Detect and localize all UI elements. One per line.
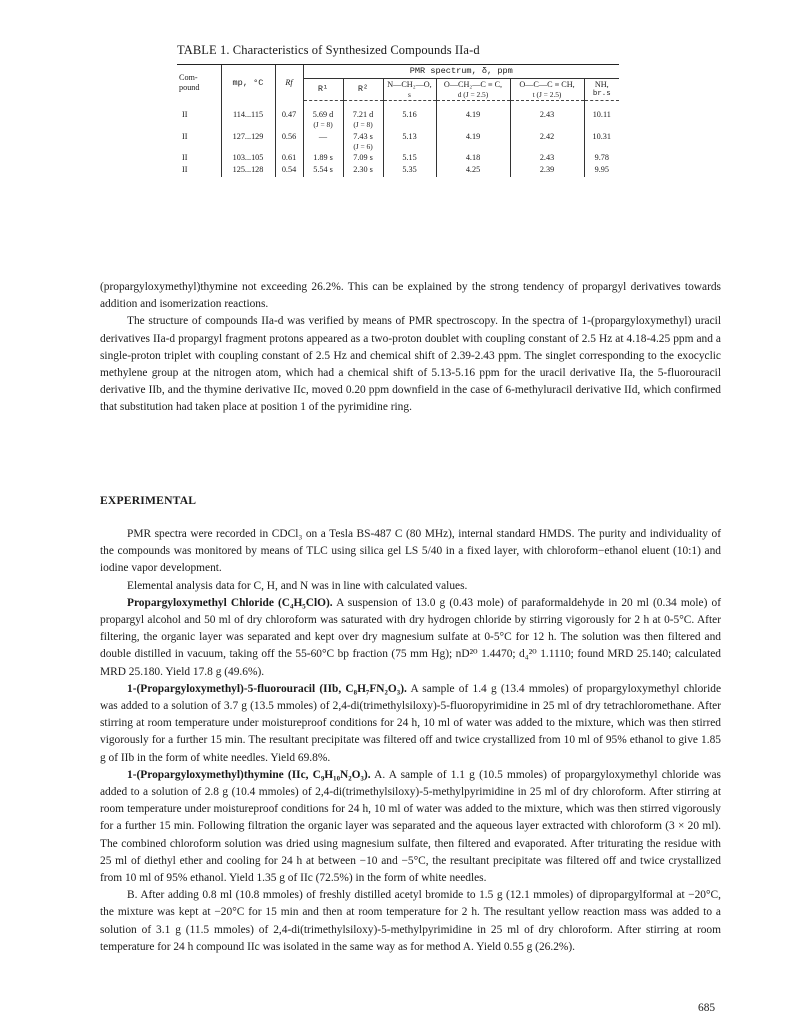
cell-nh: 9.78 xyxy=(584,152,619,164)
paragraph-body: A suspension of 13.0 g (0.43 mole) of paraformaldehyde in 20 ml (0.34 mole) of propargyl alcohol and 50 ml of dry chloroform was saturated with dry hydrogen chloride by stirring vigorously for 2 h at 0-5°C. After filtering, the organic layer was separated and kept over dry magnesium sulfate at 0-5°C for 12 h. The solution was then filtered and double distilled in vacuum, taking off the 55-60°C bp fraction (75 mm Hg); nD²⁰ 1.4470; d₄²⁰ 1.1110; found MRD 25.140; calculated MRD 25.180. Yield 17.8 g (49.6%). xyxy=(100,596,721,678)
cell-r2 xyxy=(343,164,383,176)
cell-occch: 2.42 xyxy=(510,131,584,153)
table-row xyxy=(177,152,619,164)
cell-r1 xyxy=(303,164,343,176)
cell-r2 xyxy=(343,109,383,131)
cell-r2-sub: (J = 6) xyxy=(353,141,373,151)
cell-r2-sub: (J = 8) xyxy=(353,120,373,130)
cell-rf: 0.54 xyxy=(275,164,303,176)
col-occch-label: O—C—C ≡ CH, xyxy=(519,79,575,89)
cell-compound: II xyxy=(182,153,188,163)
paragraph: (propargyloxymethyl)thymine not exceeding 26.2%. This can be explained by the strong tendency of propargyl derivatives towards addition and isomerization reactions. xyxy=(100,281,721,311)
paragraph-body: A. A sample of 1.1 g (10.5 mmoles) of propargyloxymethyl chloride was added to a solution of 2.8 g (10.4 mmoles) of 2,4-di(trimethylsiloxy)-5-methylpyrimidine in 25 ml of dry chloroform. After stirring at room temperature under moistureproof conditions for 24 h, 10 ml of water was added to the mixture, which was then stirred vigorously for a further 15 min. Following filtration the organic layer was separated and the aqueous layer extracted with chloroform (3 × 20 ml). The combined chloroform solution was dried using magnesium sulfate, then filtered and evaporated. After triturating the residue with 25 ml of diethyl ether and cooling for 24 h at between −10 and −5°C, the resultant precipitate was filtered off and twice crystallized from 10 ml of 95% ethanol. Yield 1.35 g of IIc (72.5%) in the form of white needles. xyxy=(100,768,721,885)
table-row xyxy=(177,164,619,176)
cell-r1 xyxy=(303,152,343,164)
cell-compound: II xyxy=(182,110,188,120)
cell-mp: 127...129 xyxy=(221,131,275,153)
col-r2: R² xyxy=(343,78,383,101)
cell-nh: 10.11 xyxy=(584,109,619,131)
compound-heading: 1-(Propargyloxymethyl)-5-fluorouracil (IIb, C₈H₇FN₂O₃). xyxy=(127,682,407,695)
experimental-text xyxy=(100,526,721,956)
page-number: 685 xyxy=(698,1002,716,1014)
paragraph: The structure of compounds IIa-d was verified by means of PMR spectroscopy. In the spectra of 1-(propargyloxymethyl) uracil derivatives IIa-d propargyl fragment protons appeared as a two-proton doublet with coupling constant of 2.5 Hz at 4.18-4.25 ppm and a single-proton triplet with coupling constant of 2.5 Hz and chemical shift of 2.39-2.43 ppm. The singlet corresponding to the exocyclic methylene group at the nitrogen atom, which had a chemical shift of 5.13-5.16 ppm for the uracil derivative IIa, the 5-fluorouracil derivative IIb, and the thymine derivative IIc, moved 0.20 ppm downfield in the case of 6-methyluracil derivative IId, which confirmed that substitution had taken place at position 1 of the pyrimidine ring. xyxy=(100,315,721,414)
cell-occch: 2.43 xyxy=(510,109,584,131)
section-heading: EXPERIMENTAL xyxy=(100,494,197,507)
cell-r2-value: 7.09 s xyxy=(353,153,373,163)
cell-och2c: 4.19 xyxy=(436,109,510,131)
col-och2c-label: O—CH₂—C ≡ C, xyxy=(443,79,503,89)
col-nch2o xyxy=(383,78,436,101)
col-nh-label: NH, xyxy=(594,79,609,89)
cell-r2-value: 7.43 s xyxy=(353,131,373,141)
col-nch2o-label: N—CH₂—O, xyxy=(387,79,432,89)
discussion-text xyxy=(100,279,721,417)
col-nh xyxy=(584,78,619,101)
compounds-table xyxy=(177,64,619,177)
cell-r1 xyxy=(303,109,343,131)
cell-r2-value: 7.21 d xyxy=(352,110,374,120)
cell-rf: 0.61 xyxy=(275,152,303,164)
col-och2c-sub: d (J = 2.5) xyxy=(457,89,489,99)
col-nch2o-sub: s xyxy=(408,89,411,99)
cell-och2c: 4.18 xyxy=(436,152,510,164)
cell-mp: 114...115 xyxy=(221,109,275,131)
cell-occch: 2.43 xyxy=(510,152,584,164)
cell-nch2o: 5.15 xyxy=(383,152,436,164)
cell-nch2o: 5.16 xyxy=(383,109,436,131)
compound-heading: Propargyloxymethyl Chloride (C₄H₅ClO). xyxy=(127,596,333,609)
paragraph xyxy=(100,681,721,767)
paragraph xyxy=(100,767,721,887)
col-group-pmr: PMR spectrum, δ, ppm xyxy=(303,65,619,79)
cell-r1-value: 1.89 s xyxy=(313,153,333,163)
cell-rf: 0.47 xyxy=(275,109,303,131)
col-nh-sub: br.s xyxy=(592,89,611,98)
cell-compound: II xyxy=(182,165,188,175)
table-row xyxy=(177,109,619,131)
col-r1: R¹ xyxy=(303,78,343,101)
cell-r1-value: 5.69 d xyxy=(312,110,334,120)
cell-nch2o: 5.35 xyxy=(383,164,436,176)
cell-r1-sub: (J = 8) xyxy=(313,120,333,130)
cell-r2-value: 2.30 s xyxy=(353,165,373,175)
cell-och2c: 4.19 xyxy=(436,131,510,153)
paragraph-body: A sample of 1.4 g (13.4 mmoles) of propargyloxymethyl chloride was added to a solution of 3.7 g (13.5 mmoles) of 2,4-di(trimethylsiloxy)-5-fluoropyrimidine in 25 ml of dry tetrachloromethane. After stirring at room temperature under moistureproof conditions for 24 h, 10 ml of water was added to the mixture, which was then stirred vigorously for a further 15 min. The resultant precipitate was filtered off and twice crystallized from 10 ml of 95% ethanol to give 1.85 g of IIb in the form of white needles. Yield 69.8%. xyxy=(100,682,722,764)
cell-nch2o: 5.13 xyxy=(383,131,436,153)
paragraph: B. After adding 0.8 ml (10.8 mmoles) of freshly distilled acetyl bromide to 1.5 g (12.1 mmoles) of dipropargylformal at −20°C, the mixture was kept at −20°C for 15 min and then at room temperature for 2 h. The resultant yellow reaction mass was added to a solution of 3.1 g (11.5 mmoles) of 2,4-di(trimethylsiloxy)-5-methylpyrimidine in 25 ml of dry chloroform. After stirring at room temperature for 24 h compound IIc was isolated in the same way as for method A. Yield 0.55 g (26.2%). xyxy=(100,889,721,953)
cell-r1-value: — xyxy=(318,131,328,141)
col-mp: mp, °C xyxy=(221,65,275,101)
col-och2c xyxy=(436,78,510,101)
table-row xyxy=(177,131,619,153)
col-occch xyxy=(510,78,584,101)
cell-compound: II xyxy=(182,131,188,141)
paragraph xyxy=(100,595,721,681)
cell-nh: 9.95 xyxy=(584,164,619,176)
col-rf: Rf xyxy=(275,65,303,101)
table-title: TABLE 1. Characteristics of Synthesized Compounds IIa-d xyxy=(177,43,480,57)
cell-mp: 125...128 xyxy=(221,164,275,176)
cell-nh: 10.31 xyxy=(584,131,619,153)
paragraph: Elemental analysis data for C, H, and N was in line with calculated values. xyxy=(127,579,468,592)
cell-occch: 2.39 xyxy=(510,164,584,176)
col-occch-sub: t (J = 2.5) xyxy=(532,89,562,99)
paragraph: PMR spectra were recorded in CDCl₃ on a Tesla BS-487 C (80 MHz), internal standard HMDS. The purity and individuality of the compounds was monitored by means of TLC using silica gel LS 5/40 in a fixed layer, with chloroform−ethanol eluent (10:1) and iodine vapor development. xyxy=(100,528,721,575)
cell-r1 xyxy=(303,131,343,153)
cell-r1-value: 5.54 s xyxy=(313,165,333,175)
cell-och2c: 4.25 xyxy=(436,164,510,176)
compound-heading: 1-(Propargyloxymethyl)thymine (IIc, C₉H₁₀N₂O₃). xyxy=(127,768,371,781)
cell-rf: 0.56 xyxy=(275,131,303,153)
cell-mp: 103...105 xyxy=(221,152,275,164)
cell-r2 xyxy=(343,131,383,153)
col-compound: Com- pound xyxy=(177,65,221,101)
cell-r2 xyxy=(343,152,383,164)
